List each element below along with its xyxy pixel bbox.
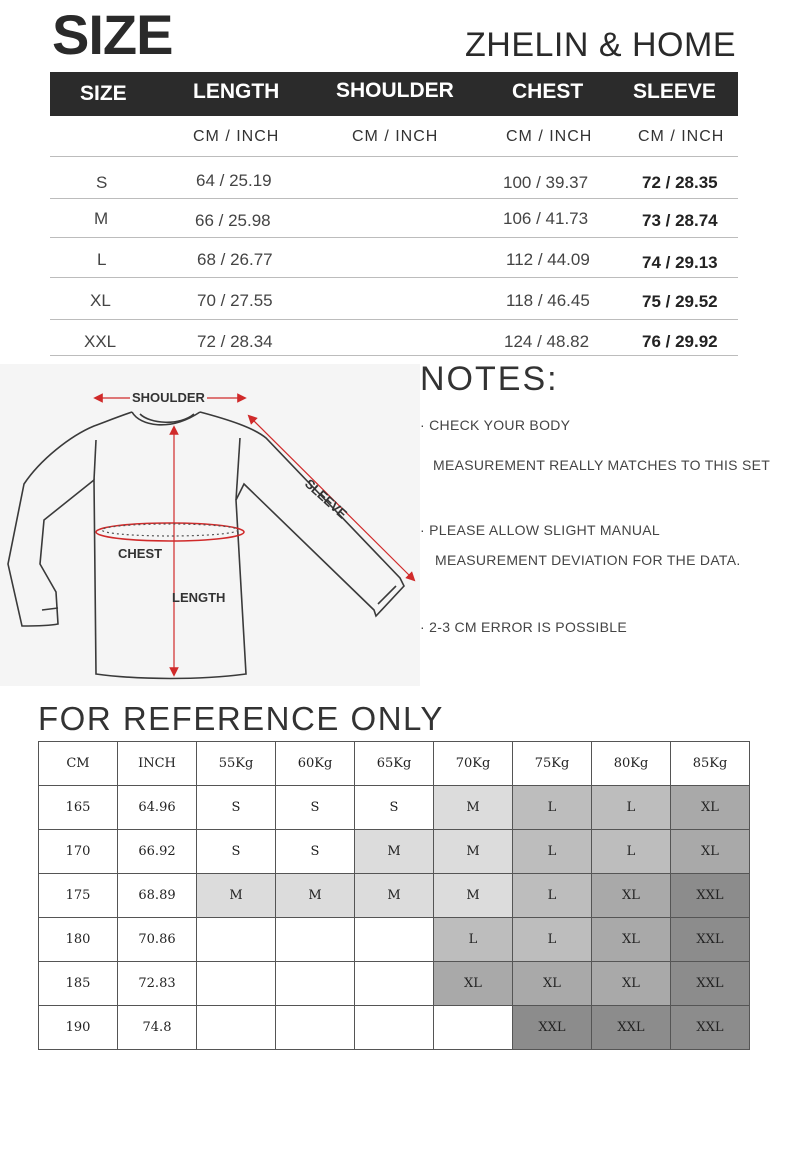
reference-row: [39, 1006, 750, 1050]
height-inch-cell: 74.8: [118, 1006, 197, 1050]
length-value: 70 / 27.55: [197, 291, 273, 310]
recommended-size-cell: XL: [671, 786, 750, 830]
reference-title: FOR REFERENCE ONLY: [38, 700, 444, 737]
recommended-size-cell: XXL: [592, 1006, 671, 1050]
height-inch-cell: 64.96: [118, 786, 197, 830]
measurement-arrows: [98, 398, 412, 672]
chest-value: 124 / 48.82: [504, 332, 590, 351]
recommended-size-cell: L: [513, 918, 592, 962]
divider: [50, 355, 738, 356]
reference-header-cell: 60Kg: [276, 742, 355, 786]
recommended-size-cell: XXL: [671, 1006, 750, 1050]
col-size: SIZE: [80, 82, 127, 105]
recommended-size-cell: M: [276, 874, 355, 918]
height-inch-cell: 70.86: [118, 918, 197, 962]
recommended-size-cell: [434, 1006, 513, 1050]
col-sleeve: SLEEVE: [633, 80, 716, 103]
recommended-size-cell: XXL: [671, 962, 750, 1006]
reference-row: [39, 830, 750, 874]
chest-value: 106 / 41.73: [503, 209, 589, 228]
length-value: 66 / 25.98: [195, 211, 271, 230]
divider: [50, 198, 738, 199]
recommended-size-cell: S: [197, 830, 276, 874]
chest-label: CHEST: [118, 546, 163, 561]
length-value: 72 / 28.34: [197, 332, 273, 351]
col-length: LENGTH: [193, 80, 280, 103]
recommended-size-cell: [355, 962, 434, 1006]
note-line-1: · CHECK YOUR BODY: [420, 417, 571, 433]
recommended-size-cell: XL: [434, 962, 513, 1006]
reference-row: [39, 962, 750, 1006]
height-cm-cell: 185: [39, 962, 118, 1006]
note-line-4: MEASUREMENT DEVIATION FOR THE DATA.: [435, 552, 741, 568]
recommended-size-cell: XXL: [671, 874, 750, 918]
note-line-3: · PLEASE ALLOW SLIGHT MANUAL: [420, 522, 660, 538]
chest-loop: [96, 523, 244, 541]
divider: [50, 277, 738, 278]
sleeve-value: 74 / 29.13: [642, 253, 718, 272]
height-inch-cell: 66.92: [118, 830, 197, 874]
height-cm-cell: 170: [39, 830, 118, 874]
reference-header-cell: 55Kg: [197, 742, 276, 786]
note-line-2: MEASUREMENT REALLY MATCHES TO THIS SET: [433, 457, 771, 473]
length-label: LENGTH: [172, 590, 226, 605]
size-label: XXL: [84, 332, 117, 351]
height-inch-cell: 72.83: [118, 962, 197, 1006]
divider: [50, 319, 738, 320]
recommended-size-cell: [197, 962, 276, 1006]
recommended-size-cell: XXL: [671, 918, 750, 962]
recommended-size-cell: M: [434, 786, 513, 830]
recommended-size-cell: XL: [592, 962, 671, 1006]
sleeve-label: SLEEVE: [301, 476, 351, 522]
unit-shoulder: CM / INCH: [352, 128, 439, 145]
brand-name: ZHELIN & HOME: [465, 26, 736, 64]
length-value: 64 / 25.19: [196, 171, 272, 190]
height-cm-cell: 175: [39, 874, 118, 918]
height-cm-cell: 190: [39, 1006, 118, 1050]
recommended-size-cell: XL: [671, 830, 750, 874]
reference-header-cell: 75Kg: [513, 742, 592, 786]
reference-header-cell: 80Kg: [592, 742, 671, 786]
col-chest: CHEST: [512, 80, 584, 103]
recommended-size-cell: M: [355, 874, 434, 918]
recommended-size-cell: [197, 918, 276, 962]
recommended-size-cell: [197, 1006, 276, 1050]
shirt-outline: [8, 412, 404, 679]
recommended-size-cell: XL: [592, 874, 671, 918]
recommended-size-cell: L: [513, 786, 592, 830]
sleeve-value: 75 / 29.52: [642, 292, 718, 311]
page-title: SIZE: [52, 3, 173, 66]
size-label: XL: [90, 291, 111, 310]
measurement-diagram: [0, 364, 420, 686]
notes-title: NOTES:: [420, 360, 559, 398]
size-label: M: [94, 209, 109, 228]
recommended-size-cell: XXL: [513, 1006, 592, 1050]
recommended-size-cell: L: [434, 918, 513, 962]
height-inch-cell: 68.89: [118, 874, 197, 918]
chest-value: 118 / 46.45: [506, 291, 590, 310]
recommended-size-cell: S: [355, 786, 434, 830]
recommended-size-cell: L: [513, 874, 592, 918]
recommended-size-cell: L: [513, 830, 592, 874]
reference-row: [39, 874, 750, 918]
height-cm-cell: 165: [39, 786, 118, 830]
recommended-size-cell: S: [197, 786, 276, 830]
size-label: S: [96, 173, 108, 192]
sleeve-value: 76 / 29.92: [642, 332, 718, 351]
recommended-size-cell: M: [197, 874, 276, 918]
shirt-illustration: [0, 364, 420, 686]
recommended-size-cell: [355, 1006, 434, 1050]
size-table-header: [50, 72, 738, 116]
reference-header-cell: 70Kg: [434, 742, 513, 786]
divider: [50, 156, 738, 157]
recommended-size-cell: M: [434, 830, 513, 874]
unit-chest: CM / INCH: [506, 128, 593, 145]
recommended-size-cell: XL: [592, 918, 671, 962]
divider: [50, 237, 738, 238]
shoulder-label: SHOULDER: [132, 390, 205, 405]
recommended-size-cell: [276, 1006, 355, 1050]
height-cm-cell: 180: [39, 918, 118, 962]
note-line-5: · 2-3 CM ERROR IS POSSIBLE: [420, 619, 627, 635]
reference-header-cell: 85Kg: [671, 742, 750, 786]
length-value: 68 / 26.77: [197, 250, 273, 269]
chest-value: 112 / 44.09: [506, 250, 590, 269]
recommended-size-cell: M: [355, 830, 434, 874]
recommended-size-cell: S: [276, 830, 355, 874]
reference-row: [39, 918, 750, 962]
reference-header-cell: CM: [39, 742, 118, 786]
reference-table: [38, 741, 750, 1050]
sleeve-value: 72 / 28.35: [642, 173, 718, 192]
reference-header-row: [39, 742, 750, 786]
recommended-size-cell: [276, 962, 355, 1006]
chest-value: 100 / 39.37: [503, 173, 589, 192]
unit-sleeve: CM / INCH: [638, 128, 725, 145]
size-label: L: [97, 250, 107, 269]
col-shoulder: SHOULDER: [336, 79, 454, 102]
recommended-size-cell: S: [276, 786, 355, 830]
recommended-size-cell: [276, 918, 355, 962]
recommended-size-cell: L: [592, 786, 671, 830]
recommended-size-cell: [355, 918, 434, 962]
sleeve-value: 73 / 28.74: [642, 211, 718, 230]
reference-header-cell: 65Kg: [355, 742, 434, 786]
recommended-size-cell: XL: [513, 962, 592, 1006]
reference-header-cell: INCH: [118, 742, 197, 786]
recommended-size-cell: M: [434, 874, 513, 918]
unit-length: CM / INCH: [193, 128, 280, 145]
recommended-size-cell: L: [592, 830, 671, 874]
reference-row: [39, 786, 750, 830]
